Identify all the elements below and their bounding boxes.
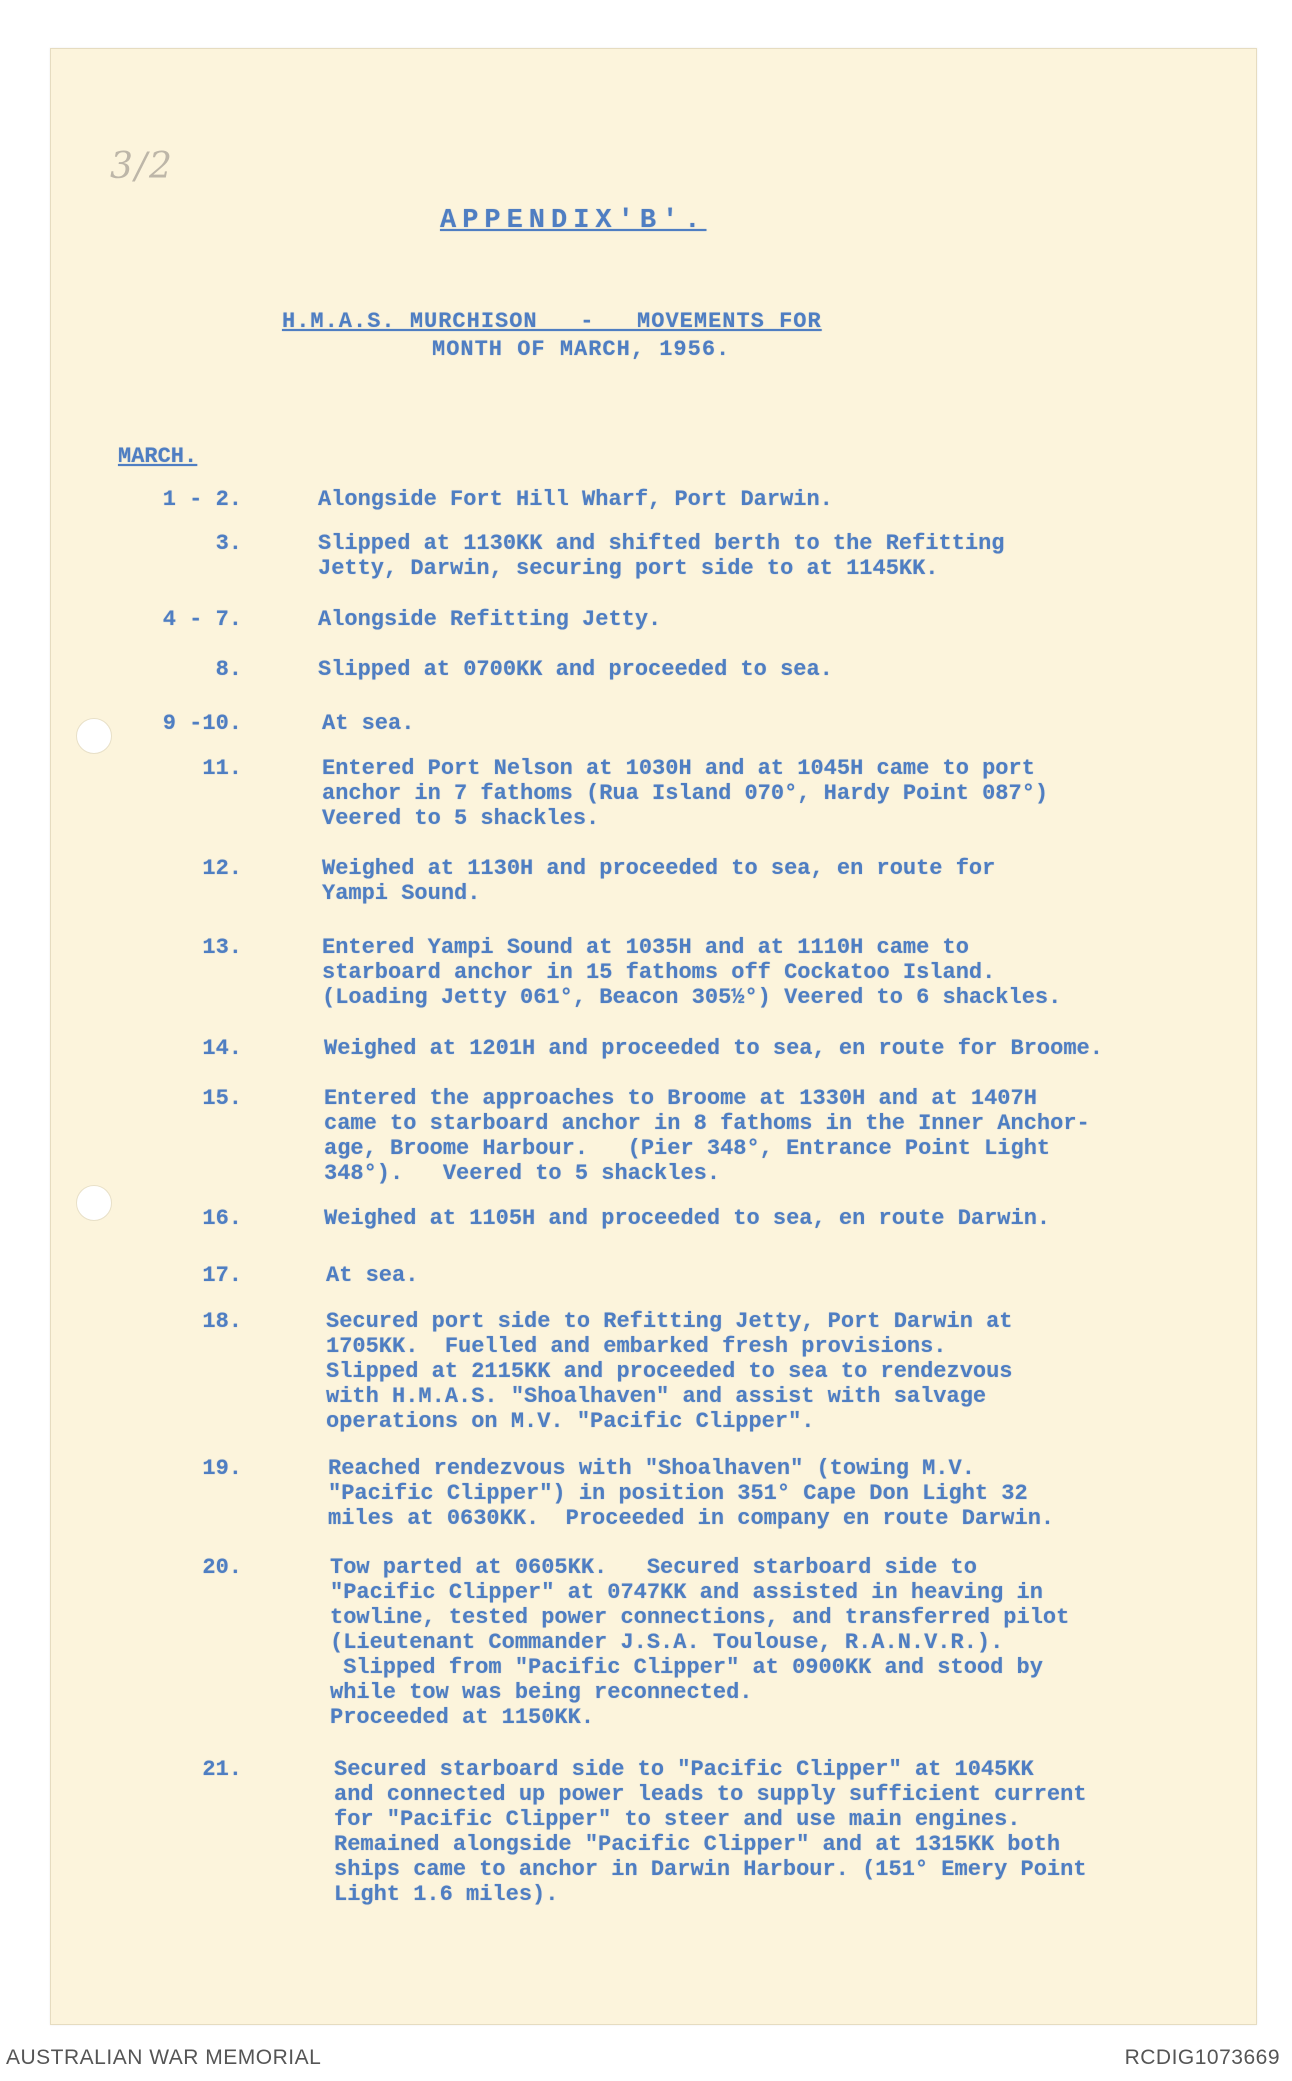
entry-text: Secured starboard side to "Pacific Clipper" at 1045KK and connected up power leads to supply sufficient current for "Pacific Clipper" to steer and use main engines. Remained alongside "Pacific Clipper" and at 1315KK both ships came to anchor in Darwin Harbour. (151° Emery Point Light 1.6 miles). [334,1757,1087,1907]
entry-date: 3. [215,531,242,556]
appendix-title: APPENDIX'B'. [440,206,707,236]
entry-date: 13. [202,935,242,960]
entry-date: 1 - 2. [162,487,242,512]
entry-text: Reached rendezvous with "Shoalhaven" (towing M.V. "Pacific Clipper") in position 351° Cape Don Light 32 miles at 0630KK. Proceeded in company en route Darwin. [328,1456,1055,1531]
entry-text: Tow parted at 0605KK. Secured starboard side to "Pacific Clipper" at 0747KK and assisted in heaving in towline, tested power connections, and transferred pilot (Lieutenant Commander J.S.A. Toulouse, R.A.N.V.R.). Slipped from "Pacific Clipper" at 0900KK and stood by while tow was being reconnected. Proceeded at 1150KK. [330,1555,1070,1730]
entry-date: 12. [202,856,242,881]
entry-date: 8. [215,657,242,682]
entry-text: Entered Yampi Sound at 1035H and at 1110H came to starboard anchor in 15 fathoms off Cockatoo Island. (Loading Jetty 061°, Beacon 305½°) Veered to 6 shackles. [322,935,1062,1010]
entry-date: 18. [202,1309,242,1334]
entry-text: Entered the approaches to Broome at 1330H and at 1407H came to starboard anchor in 8 fathoms in the Inner Anchor- age, Broome Harbour. (Pier 348°, Entrance Point Light 348°). Veered to 5 shackles. [324,1086,1090,1186]
entry-text: At sea. [326,1263,419,1288]
footer-record-id: RCDIG1073669 [1124,2046,1280,2069]
entry-date: 14. [202,1036,242,1061]
report-title [282,308,822,364]
entry-text: Slipped at 1130KK and shifted berth to the Refitting Jetty, Darwin, securing port side to at 1145KK. [318,531,1005,581]
footer-source: AUSTRALIAN WAR MEMORIAL [6,2046,322,2069]
punch-hole-bottom [76,1185,112,1221]
entry-text: Weighed at 1201H and proceeded to sea, en route for Broome. [324,1036,1103,1061]
entry-date: 11. [202,756,242,781]
entry-text: Slipped at 0700KK and proceeded to sea. [318,657,833,682]
entry-date: 4 - 7. [162,607,242,632]
entry-date: 15. [202,1086,242,1111]
entry-date: 21. [202,1757,242,1782]
entry-date: 16. [202,1206,242,1231]
entry-date: 20. [202,1555,242,1580]
report-title-line-1: H.M.A.S. MURCHISON - MOVEMENTS FOR [282,309,822,334]
pencil-annotation: 3/2 [110,146,174,187]
entry-date: 17. [202,1263,242,1288]
entry-text: Weighed at 1130H and proceeded to sea, en route for Yampi Sound. [322,856,996,906]
punch-hole-top [76,718,112,754]
entry-text: Entered Port Nelson at 1030H and at 1045H came to port anchor in 7 fathoms (Rua Island 070°, Hardy Point 087°) Veered to 5 shackles. [322,756,1049,831]
entry-text: Weighed at 1105H and proceeded to sea, en route Darwin. [324,1206,1051,1231]
entry-text: Secured port side to Refitting Jetty, Port Darwin at 1705KK. Fuelled and embarked fresh provisions. Slipped at 2115KK and proceeded to sea to rendezvous with H.M.A.S. "Shoalhaven" and assist with salvage operations on M.V. "Pacific Clipper". [326,1309,1013,1434]
month-label: MARCH. [118,444,198,469]
entry-text: Alongside Refitting Jetty. [318,607,662,632]
report-title-line-2: MONTH OF MARCH, 1956. [432,337,731,362]
entry-date: 9 -10. [162,711,242,736]
entry-date: 19. [202,1456,242,1481]
entry-text: Alongside Fort Hill Wharf, Port Darwin. [318,487,833,512]
entry-text: At sea. [322,711,415,736]
